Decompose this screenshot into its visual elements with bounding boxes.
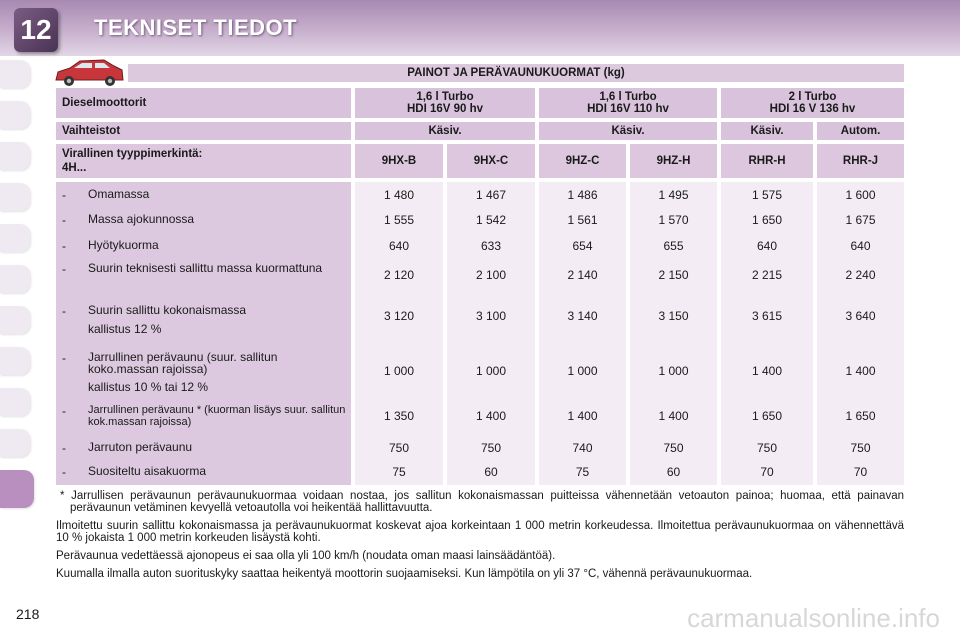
value-column	[630, 182, 717, 485]
table-cell: 1 000	[475, 364, 507, 378]
table-cell: 75	[392, 465, 406, 479]
table-cell: 1 650	[751, 213, 783, 227]
engine-label: Dieselmoottorit	[56, 88, 351, 118]
type-header: RHR-J	[817, 144, 904, 178]
table-cell: 640	[756, 239, 778, 253]
table-cell: 1 000	[658, 364, 689, 378]
note-paragraph: Perävaunua vedettäessä ajonopeus ei saa olla yli 100 km/h (noudata oman maasi lainsäädäntöä).	[56, 550, 556, 562]
table-cell: 750	[756, 441, 778, 455]
car-icon	[52, 56, 126, 90]
row-label: Massa ajokunnossa	[88, 212, 195, 226]
engine-header: 1,6 l Turbo HDI 16V 90 hv	[355, 88, 535, 118]
table-cell: 60	[484, 465, 498, 479]
table-cell: 3 120	[383, 309, 415, 323]
table-cell: 1 675	[845, 213, 876, 227]
table-cell: 640	[388, 239, 410, 253]
table-cell: 2 240	[845, 268, 876, 282]
footnote: * Jarrullisen perävaunun perävaunukuormaa voidaan nostaa, jos sallitun kokonaismassan puitteissa vähennetään vetoauton painoa; huomaa, että painavan perävaunun vetäminen kevyellä vetoautolla voi heikentää hallittavuutta.	[60, 490, 904, 514]
chapter-tab[interactable]	[0, 142, 30, 170]
table-cell: 3 100	[475, 309, 507, 323]
table-cell: 2 100	[475, 268, 507, 282]
table-cell: 1 350	[383, 409, 415, 423]
gearbox-header: Käsiv.	[355, 122, 535, 140]
table-cell: 1 000	[383, 364, 415, 378]
row-label: Omamassa	[88, 187, 150, 201]
gearbox-header: Käsiv.	[721, 122, 813, 140]
gearbox-label: Vaihteistot	[56, 122, 351, 140]
table-cell: 633	[480, 239, 502, 253]
table-cell: 3 150	[658, 309, 689, 323]
chapter-header	[0, 0, 960, 56]
table-cell: 654	[572, 239, 593, 253]
engines-row	[56, 88, 904, 118]
chapter-tab[interactable]	[0, 265, 30, 293]
table-cell: 70	[760, 465, 774, 479]
row-sublabel: kallistus 10 % tai 12 %	[88, 380, 209, 394]
chapter-tab[interactable]	[0, 224, 30, 252]
table-cell: 640	[850, 239, 871, 253]
row-label: Hyötykuorma	[88, 238, 159, 252]
gearbox-row	[56, 122, 904, 140]
type-header: 9HZ-H	[630, 144, 717, 178]
table-cell: 75	[575, 465, 590, 479]
table-cell: 2 120	[383, 268, 415, 282]
table-cell: 1 561	[567, 213, 598, 227]
table-cell: 1 486	[567, 188, 598, 202]
value-column	[721, 182, 813, 485]
engine-header: 2 l Turbo HDI 16 V 136 hv	[721, 88, 904, 118]
table-cell: 1 400	[567, 409, 598, 423]
notes	[56, 490, 904, 586]
table-cell: 1 600	[845, 188, 876, 202]
table-cell: 1 570	[658, 213, 689, 227]
chapter-tab[interactable]	[0, 347, 30, 375]
page-number: 218	[16, 606, 40, 622]
table-cell: 1 480	[383, 188, 415, 202]
table-cell: 3 615	[751, 309, 783, 323]
row-label: Jarrullinen perävaunu (suur. sallitun koko.massan rajoissa)	[88, 350, 278, 376]
table-cell: 3 140	[567, 309, 598, 323]
note-paragraph: Ilmoitettu suurin sallittu kokonaismassa ja perävaunukuormat koskevat ajoa korkeintaan 1 000 metrin korkeudessa. Ilmoitettua perävaunukuormaa on vähennettävä 10 % jokaista 1 000 metrin korkeuden lisäystä kohti.	[56, 520, 904, 544]
chapter-tab-active[interactable]	[0, 470, 34, 508]
chapter-tab[interactable]	[0, 429, 30, 457]
chapter-number-badge: 12	[14, 8, 58, 52]
row-label: Suurin sallittu kokonaismassa	[88, 303, 247, 317]
row-sublabel: kallistus 12 %	[88, 322, 162, 336]
table-cell: 1 400	[845, 364, 876, 378]
type-label: Virallinen tyyppimerkintä: 4H...	[56, 144, 351, 178]
table-cell: 1 555	[383, 213, 415, 227]
row-label: Jarrullinen perävaunu * (kuorman lisäys suur. sallitun kok.massan rajoissa)	[88, 404, 346, 428]
type-header: RHR-H	[721, 144, 813, 178]
table-cell: 3 640	[845, 309, 876, 323]
gearbox-header: Autom.	[817, 122, 904, 140]
table-caption: PAINOT JA PERÄVAUNUKUORMAT (kg)	[128, 64, 904, 82]
chapter-tab[interactable]	[0, 60, 30, 88]
table-cell: 1 650	[845, 409, 876, 423]
value-column	[817, 182, 904, 485]
table-cell: 1 400	[475, 409, 507, 423]
chapter-tab[interactable]	[0, 388, 30, 416]
value-column	[447, 182, 535, 485]
type-header: 9HZ-C	[539, 144, 626, 178]
table-body: - Omamassa - Massa ajokunnossa - Hyötykuorma - Suurin teknisesti sallittu massa kuormattuna - Suurin sallittu kokonaismassa kallistus 12 % - Jarrullinen perävaunu (suur. sallitun koko.massan rajoissa) kallistus 10 % tai 12 % - Jarrullinen perävaunu * (kuorman lisäys suur. sallitun kok.massan rajoissa) - Jarruton perävaunu - Suositeltu aisakuorma 1 480 1 467 1 486 1 495 1 575 1 600 1 555 1 542 1 561 1 570 1 650 1 675 640 633 654 655 640 640 2 120 2 100 2 140 2 150 2 215 2 240 3 120 3 100 3 140 3 150 3 615 3 640 1 000 1 000 1 000 1 000 1 400 1 400 1 350 1 400 1 400 1 400 1 650 1 650 750 750 740 750 750 750 75 60 75 60 70 70	[56, 182, 904, 485]
table-cell: 2 140	[567, 268, 598, 282]
table-cell: 1 542	[475, 213, 507, 227]
table-cell: 60	[666, 465, 681, 479]
type-row	[56, 144, 904, 178]
table-cell: 1 575	[751, 188, 783, 202]
watermark: carmanualsonline.info	[687, 603, 940, 633]
table-cell: 750	[388, 441, 410, 455]
chapter-tab[interactable]	[0, 306, 30, 334]
row-label: Jarruton perävaunu	[88, 440, 193, 454]
table-cell: 655	[663, 239, 684, 253]
chapter-tab[interactable]	[0, 183, 30, 211]
table-cell: 1 400	[751, 364, 783, 378]
table-cell: 1 000	[567, 364, 598, 378]
chapter-tab[interactable]	[0, 101, 30, 129]
table-cell: 1 400	[658, 409, 689, 423]
table-cell: 1 650	[751, 409, 783, 423]
table-cell: 2 150	[658, 268, 689, 282]
row-label: Suurin teknisesti sallittu massa kuormattuna	[88, 261, 323, 275]
table-cell: 2 215	[751, 268, 783, 282]
note-paragraph: Kuumalla ilmalla auton suorituskyky saattaa heikentyä moottorin suojaamiseksi. Kun lämpötila on yli 37 °C, vähennä perävaunukuormaa.	[56, 568, 753, 580]
value-column	[355, 182, 443, 485]
table-cell: 750	[850, 441, 871, 455]
type-header: 9HX-C	[447, 144, 535, 178]
gearbox-header: Käsiv.	[539, 122, 717, 140]
type-header: 9HX-B	[355, 144, 443, 178]
table-cell: 70	[853, 465, 868, 479]
row-label: Suositeltu aisakuorma	[88, 464, 207, 478]
engine-header: 1,6 l Turbo HDI 16V 110 hv	[539, 88, 717, 118]
table-cell: 740	[572, 441, 593, 455]
chapter-tabs	[0, 60, 44, 521]
table-cell: 750	[480, 441, 502, 455]
value-column	[539, 182, 626, 485]
table-cell: 750	[663, 441, 684, 455]
table-cell: 1 467	[475, 188, 507, 202]
chapter-title: TEKNISET TIEDOT	[94, 15, 298, 40]
table-cell: 1 495	[658, 188, 689, 202]
